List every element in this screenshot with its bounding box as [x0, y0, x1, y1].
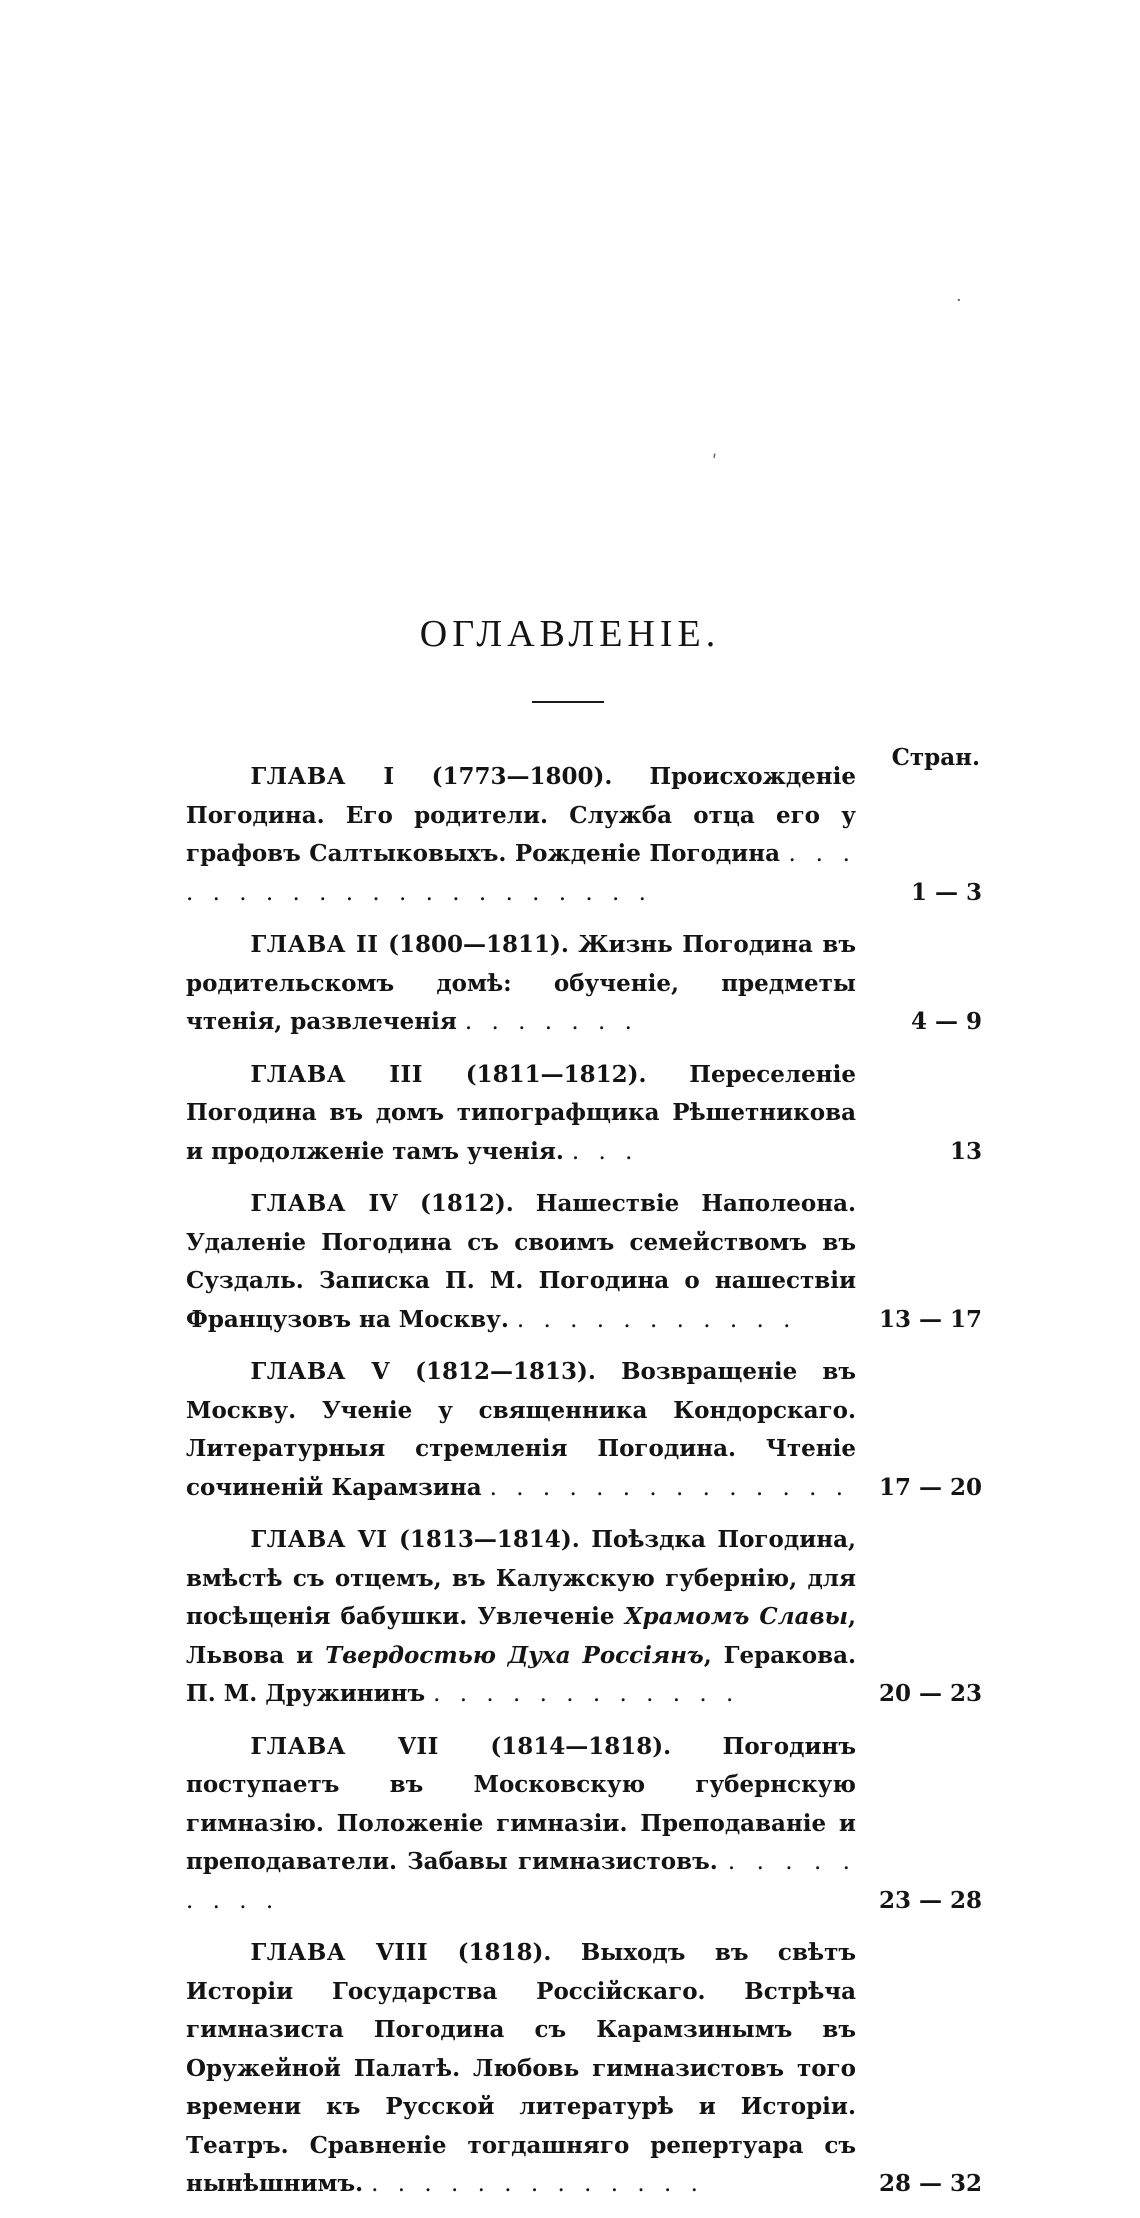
page-range: 17 — 20 [878, 1473, 982, 1501]
chapter-label: ГЛАВА VII [250, 1732, 439, 1760]
italic-title-2: Твердостью Духа Россіянъ [325, 1641, 704, 1669]
page-range: 28 — 32 [878, 2170, 982, 2197]
toc-entry-text [186, 1728, 856, 1921]
toc-entry-text [186, 1185, 856, 1339]
toc-entry-text [186, 1353, 856, 1507]
chapter-description: (1773—1800). Происхожденіе Погодина. Его родители. Служба отца его у графовъ Салтыковыхъ. Рожденіе Погодина [186, 763, 856, 867]
toc-entry-chapter-7[interactable] [186, 1728, 982, 1921]
chapter-description-cont: , Львова и [186, 1603, 857, 1669]
chapter-label: ГЛАВА V [250, 1358, 390, 1385]
leader-dots: . . . . . . . . . . . . . [371, 2171, 704, 2197]
toc-entry-text [186, 1934, 856, 2204]
italic-title-1: Храмомъ Славы [624, 1603, 848, 1630]
toc-entry-text [186, 758, 856, 912]
chapter-label: ГЛАВА VI [250, 1526, 388, 1553]
toc-entry-chapter-3[interactable] [186, 1056, 982, 1172]
scan-speck: · [956, 290, 962, 311]
page-range: 13 — 17 [878, 1305, 982, 1333]
scan-speck: ʹ [712, 452, 718, 473]
leader-dots: . . . . . . . . . . . . [433, 1681, 740, 1707]
leader-dots: . . . . . . . . . . . . . . [489, 1474, 850, 1501]
toc-entry-text [186, 1056, 856, 1172]
chapter-label: ГЛАВА I [250, 763, 395, 790]
toc-entry-chapter-5[interactable] [186, 1353, 982, 1507]
table-of-contents [186, 758, 982, 2218]
leader-dots: . . . . . . . . . . . . . . . . . . . . . [186, 841, 856, 906]
toc-entry-chapter-1[interactable] [186, 758, 982, 912]
leader-dots: . . . . . . . [464, 1009, 638, 1035]
chapter-label: ГЛАВА II [250, 931, 379, 958]
leader-dots: . . . [571, 1138, 639, 1165]
page-range: 4 — 9 [910, 1008, 982, 1035]
toc-entry-chapter-8[interactable] [186, 1934, 982, 2204]
toc-entry-chapter-4[interactable] [186, 1185, 982, 1339]
chapter-description: (1800—1811). Жизнь Погодина въ родительскомъ домѣ: обученіе, предметы чтенія, развлеченія [186, 931, 856, 1035]
chapter-description: (1812—1813). Возвращеніе въ Москву. Ученіе у священника Кондорскаго. Литературныя стремленія Погодина. Чтеніе сочиненій Карамзина [186, 1358, 856, 1501]
leader-dots: . . . . . . . . . . . [516, 1306, 797, 1333]
title-rule [532, 701, 604, 703]
chapter-label: ГЛАВА VIII [250, 1939, 429, 1966]
page-range: 13 [949, 1137, 982, 1165]
chapter-description: (1814—1818). Погодинъ поступаетъ въ Московскую губернскую гимназію. Положеніе гимназіи. Преподаваніе и преподаватели. Забавы гимназистовъ. [186, 1732, 856, 1875]
page-title: ОГЛАВЛЕНІЕ. [419, 613, 721, 655]
toc-entry-chapter-2[interactable] [186, 926, 982, 1042]
leader-dots: . . . . . . . . . [186, 1849, 856, 1914]
page-range: 23 — 28 [878, 1886, 982, 1914]
chapter-label: ГЛАВА IV [250, 1190, 399, 1217]
toc-entry-text [186, 1521, 856, 1714]
toc-entry-chapter-6[interactable] [186, 1521, 982, 1714]
page-range: 20 — 23 [878, 1680, 982, 1707]
chapter-description-end: , Геракова. П. М. Дружининъ [186, 1641, 856, 1707]
pages-column-header: Стран. [891, 744, 980, 771]
chapter-description: (1811—1812). Переселеніе Погодина въ домъ типографщика Рѣшетникова и продолженіе тамъ ученія. [186, 1060, 856, 1165]
chapter-label: ГЛАВА III [250, 1060, 423, 1088]
chapter-description: (1818). Выходъ въ свѣтъ Исторіи Государства Россійскаго. Встрѣча гимназиста Погодина съ Карамзинымъ въ Оружейной Палатѣ. Любовь гимназистовъ того времени къ Русской литературѣ и Исторіи. Театръ. Сравненіе тогдашняго репертуара съ нынѣшнимъ. [186, 1939, 856, 2197]
chapter-description: (1813—1814). Поѣздка Погодина, вмѣстѣ съ отцемъ, въ Калужскую губернію, для посѣщенія бабушки. Увлеченіе [186, 1526, 856, 1630]
chapter-description: (1812). Нашествіе Наполеона. Удаленіе Погодина съ своимъ семействомъ въ Суздаль. Записка П. М. Погодина о нашествіи Французовъ на Москву. [186, 1190, 856, 1333]
toc-entry-text [186, 926, 856, 1042]
page-range: 1 — 3 [910, 878, 982, 906]
